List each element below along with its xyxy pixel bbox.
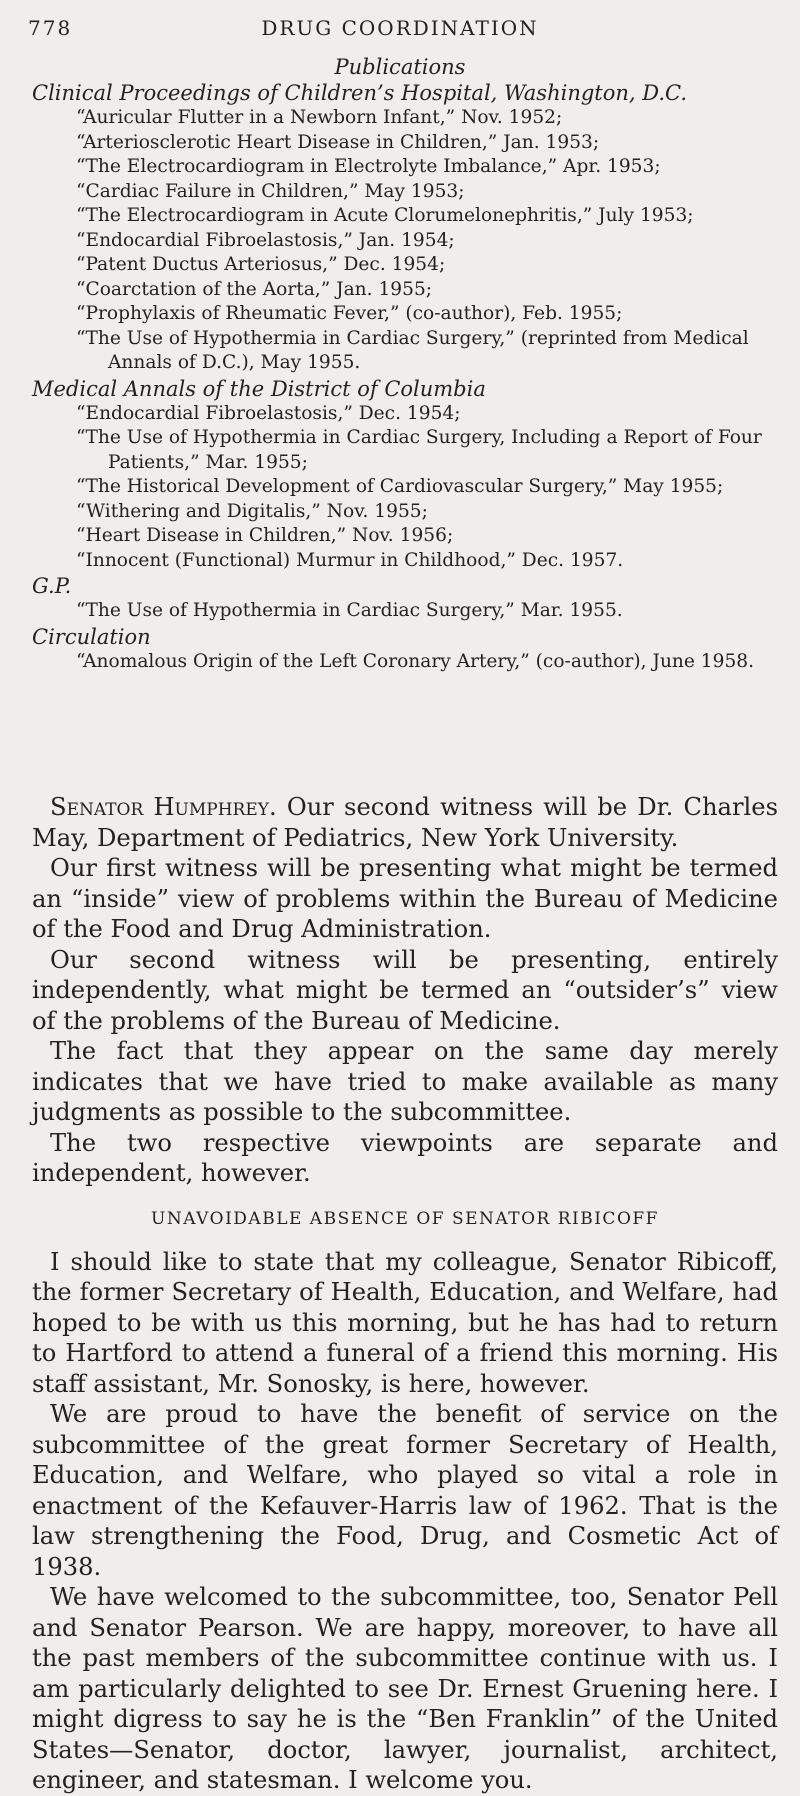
list-item: “The Electrocardiogram in Electrolyte Imbalance,” Apr. 1953;	[76, 156, 661, 177]
list-item: “Endocardial Fibroelastosis,” Dec. 1954;	[76, 402, 461, 424]
page-header	[28, 16, 772, 44]
list-item: “Auricular Flutter in a Newborn Infant,” Nov. 1952;	[76, 107, 563, 128]
list-item: “Prophylaxis of Rheumatic Fever,” (co-author), Feb. 1955;	[76, 303, 623, 324]
list-item: “Cardiac Failure in Children,” May 1953;	[76, 180, 465, 202]
paragraph-text: Our second witness will be Dr. Charles May, Department of Pediatrics, New York University.	[32, 793, 778, 852]
publications-title: Publications	[334, 55, 466, 79]
list-item: “Patent Ductus Arteriosus,” Dec. 1954;	[76, 254, 446, 275]
list-item-wrapped	[76, 327, 776, 376]
list-item: “Innocent (Functional) Murmur in Childhood,” Dec. 1957.	[76, 549, 624, 571]
list-item: “Anomalous Origin of the Left Coronary Artery,” (co-author), June 1958.	[76, 650, 755, 672]
list-item-continuation: Annals of D.C.), May 1955.	[108, 352, 361, 373]
list-item: “The Use of Hypothermia in Cardiac Surgery,” Mar. 1955.	[76, 600, 623, 621]
list-item-line: “The Use of Hypothermia in Cardiac Surgery, Including a Report of Four	[76, 427, 762, 448]
running-title: DRUG COORDINATION	[261, 16, 539, 40]
list-item: “Coarctation of the Aorta,” Jan. 1955;	[76, 278, 433, 300]
paragraph: We are proud to have the benefit of service on the subcommittee of the great former Secretary of Health, Education, and Welfare, who played so vital a role in enactment of the Kefauver-Harris law of 1962. That is the law strengthening the Food, Drug, and Cosmetic Act of 1938.	[32, 1400, 778, 1581]
list-item-line: “The Use of Hypothermia in Cardiac Surgery,” (reprinted from Medical	[76, 327, 749, 349]
paragraph: We have welcomed to the subcommittee, too, Senator Pell and Senator Pearson. We are happy, moreover, to have all the past members of the subcommittee continue with us. I am particularly delighted to see Dr. Ernest Gruening here. I might digress to say he is the “Ben Franklin” of the United States—Senator, doctor, lawyer, journalist, architect, engineer, and statesman. I welcome you.	[32, 1583, 778, 1794]
group-title-medical-annals: Medical Annals of the District of Columbia	[32, 376, 486, 401]
list-item: “Withering and Digitalis,” Nov. 1955;	[76, 500, 428, 522]
publications-list	[32, 80, 776, 674]
paragraph: Our first witness will be presenting what might be termed an “inside” view of problems within the Bureau of Medicine of the Food and Drug Administration.	[32, 854, 778, 943]
paragraph-speaker	[32, 792, 778, 853]
list-item: “Endocardial Fibroelastosis,” Jan. 1954;	[76, 229, 455, 251]
speaker-name: Senator Humphrey.	[50, 793, 277, 821]
list-item: “Arteriosclerotic Heart Disease in Children,” Jan. 1953;	[76, 131, 600, 153]
section-heading: UNAVOIDABLE ABSENCE OF SENATOR RIBICOFF	[151, 1208, 659, 1229]
list-item-wrapped	[76, 426, 776, 475]
list-item: “Heart Disease in Children,” Nov. 1956;	[76, 525, 454, 546]
page-number: 778	[28, 16, 73, 40]
list-item-continuation: Patients,” Mar. 1955;	[108, 451, 308, 473]
paragraph: Our second witness will be presenting, entirely independently, what might be termed an “outsider’s” view of the problems of the Bureau of Medicine.	[32, 945, 778, 1035]
body-text	[32, 792, 778, 1796]
list-item: “The Electrocardiogram in Acute Clorumelonephritis,” July 1953;	[76, 205, 694, 226]
group-title-circulation: Circulation	[32, 624, 151, 649]
paragraph: I should like to state that my colleague, Senator Ribicoff, the former Secretary of Health, Education, and Welfare, had hoped to be with us this morning, but he has had to return to Hartford to attend a funeral of a friend this morning. His staff assistant, Mr. Sonosky, is here, however.	[32, 1247, 778, 1398]
list-item: “The Historical Development of Cardiovascular Surgery,” May 1955;	[76, 476, 724, 497]
group-title-gp: G.P.	[32, 574, 72, 598]
group-title-clinical-proceedings: Clinical Proceedings of Children’s Hospital, Washington, D.C.	[32, 81, 687, 105]
paragraph: The two respective viewpoints are separate and independent, however.	[32, 1128, 778, 1187]
paragraph: The fact that they appear on the same day merely indicates that we have tried to make available as many judgments as possible to the subcommittee.	[32, 1037, 778, 1126]
